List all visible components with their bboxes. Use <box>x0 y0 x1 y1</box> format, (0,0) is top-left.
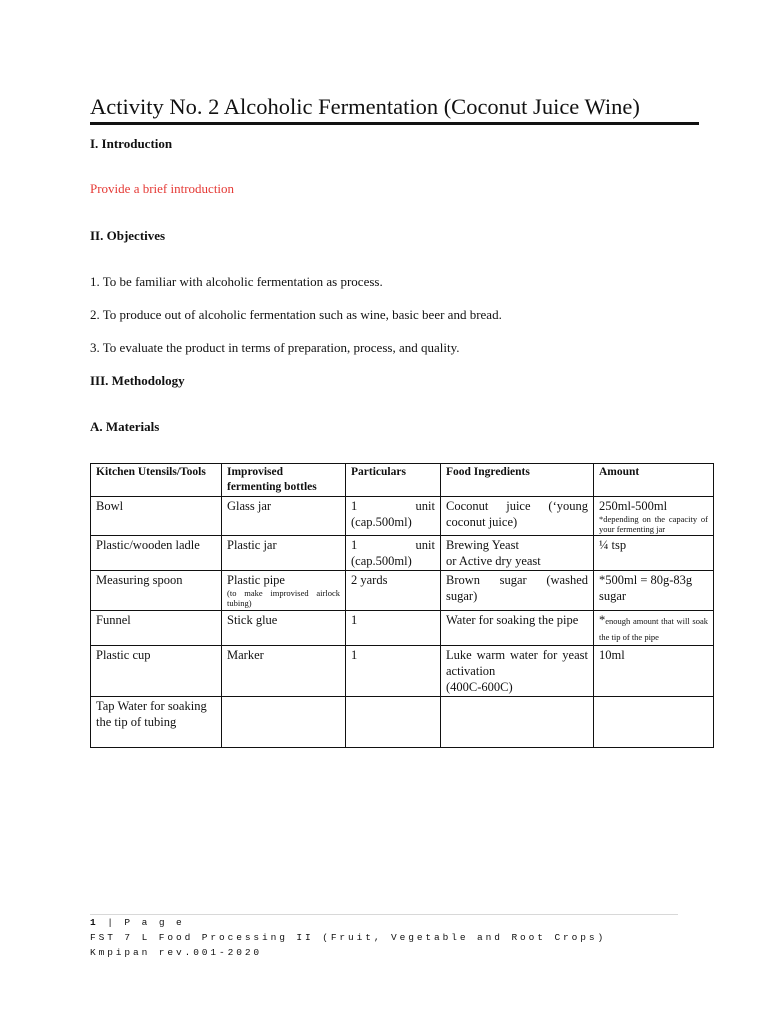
materials-table <box>90 463 714 748</box>
column-header: Improvised fermenting bottles <box>222 464 346 497</box>
bottle-name: Plastic pipe <box>227 573 285 587</box>
table-cell: *500ml = 80g-83g sugar <box>594 571 714 611</box>
ingredient-line: or Active dry yeast <box>446 554 541 568</box>
ingredient-line: (400C-600C) <box>446 680 513 694</box>
footer-revision: Kmpipan rev.001-2020 <box>90 947 263 958</box>
table-cell: ¼ tsp <box>594 536 714 571</box>
table-cell <box>594 697 714 748</box>
table-cell: Tap Water for soaking the tip of tubing <box>91 697 222 748</box>
table-cell: 1 unit (cap.500ml) <box>346 497 441 536</box>
table-cell: Stick glue <box>222 611 346 646</box>
table-cell <box>441 697 594 748</box>
methodology-heading: III. Methodology <box>90 373 185 388</box>
table-row <box>91 536 714 571</box>
table-cell: Bowl <box>91 497 222 536</box>
introduction-placeholder: Provide a brief introduction <box>90 181 235 196</box>
bottle-note: (to make improvised airlock tubing) <box>227 588 340 608</box>
objective-item: 3. To evaluate the product in terms of preparation, process, and quality. <box>90 340 460 355</box>
column-header: Particulars <box>346 464 441 497</box>
amount-note: *depending on the capacity of your fermenting jar <box>599 514 708 534</box>
column-header: Amount <box>594 464 714 497</box>
table-cell <box>594 497 714 536</box>
materials-heading: A. Materials <box>90 419 160 434</box>
table-cell: Glass jar <box>222 497 346 536</box>
table-cell <box>594 611 714 646</box>
column-header: Food Ingredients <box>441 464 594 497</box>
table-row <box>91 611 714 646</box>
amount-note: enough amount that will soak the tip of the pipe <box>599 616 708 642</box>
table-cell: Water for soaking the pipe <box>441 611 594 646</box>
amount-value: 250ml-500ml <box>599 499 668 513</box>
table-cell: Marker <box>222 646 346 697</box>
table-cell <box>222 571 346 611</box>
objective-item: 2. To produce out of alcoholic fermentation such as wine, basic beer and bread. <box>90 307 502 322</box>
table-row <box>91 697 714 748</box>
table-cell: Brown sugar (washed sugar) <box>441 571 594 611</box>
table-cell: Plastic/wooden ladle <box>91 536 222 571</box>
introduction-heading: I. Introduction <box>90 136 173 151</box>
table-row <box>91 646 714 697</box>
table-cell: Plastic cup <box>91 646 222 697</box>
ingredient-line: Luke warm water for yeast activation <box>446 648 588 678</box>
table-cell: Coconut juice (‘young coconut juice) <box>441 497 594 536</box>
table-cell: 2 yards <box>346 571 441 611</box>
table-cell: 1 <box>346 646 441 697</box>
table-row <box>91 497 714 536</box>
table-row <box>91 571 714 611</box>
page-label: | P a g e <box>98 917 185 928</box>
objective-item: 1. To be familiar with alcoholic fermentation as process. <box>90 274 383 289</box>
table-cell: 1 <box>346 611 441 646</box>
footer-divider <box>90 914 678 915</box>
document-title: Activity No. 2 Alcoholic Fermentation (Coconut Juice Wine) <box>90 94 640 119</box>
table-cell <box>346 697 441 748</box>
table-cell <box>222 697 346 748</box>
page-number-line <box>90 917 185 928</box>
page-number: 1 <box>90 917 99 928</box>
table-cell: Plastic jar <box>222 536 346 571</box>
table-cell <box>441 646 594 697</box>
title-underline <box>90 122 699 125</box>
table-cell: 1 unit (cap.500ml) <box>346 536 441 571</box>
ingredient-line: Brewing Yeast <box>446 538 519 552</box>
table-cell: Funnel <box>91 611 222 646</box>
amount-star: * <box>599 613 606 627</box>
table-cell: Measuring spoon <box>91 571 222 611</box>
column-header: Kitchen Utensils/Tools <box>91 464 222 497</box>
objectives-heading: II. Objectives <box>90 228 166 243</box>
table-header-row <box>91 464 714 497</box>
table-cell: 10ml <box>594 646 714 697</box>
table-cell <box>441 536 594 571</box>
footer-course: FST 7 L Food Processing II (Fruit, Vegetable and Root Crops) <box>90 932 607 943</box>
